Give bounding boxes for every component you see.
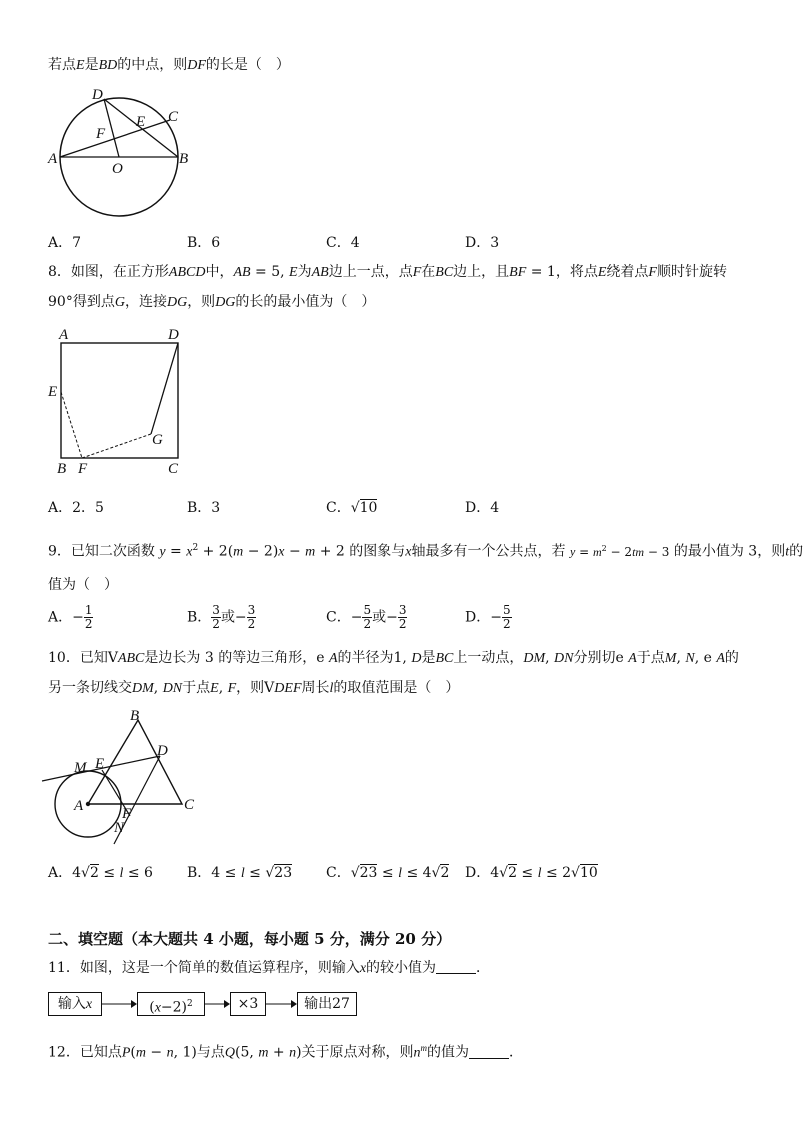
section2-title: 二、填空题（本大题共 4 小题，每小题 5 分，满分 20 分） xyxy=(48,930,452,948)
label-m: M xyxy=(74,760,87,776)
q8-option-a[interactable]: A．2．5 xyxy=(48,500,104,516)
label-f: F xyxy=(122,806,132,822)
q10-option-c[interactable]: C．√23 ≤ l ≤ 4√2 xyxy=(326,865,450,881)
label-e: E xyxy=(95,756,105,772)
flow-square-box: $(x-2)^2$ xyxy=(137,992,205,1016)
label-d: D xyxy=(157,743,168,759)
label-e: E xyxy=(136,114,146,130)
q8-text-line2: 90°得到点G，连接DG，则DG的长的最小值为（ ） xyxy=(48,294,376,310)
label-c: C xyxy=(168,461,179,477)
q7-option-c[interactable]: C．4 xyxy=(326,235,360,251)
flow-input-box: 输入x xyxy=(48,992,102,1016)
label-a: A xyxy=(74,798,84,814)
segment-fg xyxy=(82,434,151,458)
label-o: O xyxy=(112,161,123,177)
q10-option-b[interactable]: B．4 ≤ l ≤ √23 xyxy=(187,865,293,881)
label-b: B xyxy=(57,461,67,477)
flow-output-box: 输出27 xyxy=(297,992,357,1016)
q10-option-a[interactable]: A．4√2 ≤ l ≤ 6 xyxy=(48,865,153,881)
arrow-icon xyxy=(101,996,137,1012)
q9-option-d[interactable]: D．− $\frac{5}{2}$ xyxy=(465,603,511,631)
q7-option-a[interactable]: A．7 xyxy=(48,235,82,251)
q11-text: 11．如图，这是一个简单的数值运算程序，则输入x的较小值为 ． xyxy=(48,960,491,976)
label-b: B xyxy=(179,151,189,167)
q9-text-line1: 9．已知二次函数 $y = x^2 + 2(m - 2)x - m + 2$ 的图象与x轴最多有一个公共点，若 $y = m^2 - 2tm - 3$ 的最小值为 3，则t的 xyxy=(48,543,803,560)
q7-option-d[interactable]: D．3 xyxy=(465,235,500,251)
arrow-icon xyxy=(204,996,230,1012)
label-b: B xyxy=(130,708,140,724)
q7-option-b[interactable]: B．6 xyxy=(187,235,221,251)
q9-text-line2: 值为（ ） xyxy=(48,577,118,593)
q8-text-line1: 8．如图，在正方形ABCD中，AB = 5, E为AB边上一点，点F在BC边上，且BF = 1，将点E绕着点F顺时针旋转 xyxy=(48,264,727,280)
segment-do xyxy=(104,99,119,157)
label-e: E xyxy=(48,384,58,400)
q9-option-b[interactable]: B． $\frac{3}{2}$ 或− $\frac{3}{2}$ xyxy=(187,603,256,631)
label-c: C xyxy=(168,109,179,125)
arrow-icon xyxy=(265,996,297,1012)
label-f: F xyxy=(96,126,106,142)
q10-text-line2: 另一条切线交DM, DN于点E, F，则VDEF周长l的取值范围是（ ） xyxy=(48,680,460,696)
segment-gd xyxy=(151,343,178,434)
label-a: A xyxy=(48,151,58,167)
q8-option-c[interactable]: C．√10 xyxy=(326,500,378,516)
q8-option-b[interactable]: B．3 xyxy=(187,500,221,516)
label-f: F xyxy=(78,461,88,477)
label-n: N xyxy=(114,820,125,836)
label-d: D xyxy=(92,87,103,103)
q8-option-d[interactable]: D．4 xyxy=(465,500,500,516)
q10-triangle-figure xyxy=(42,706,212,852)
flow-multiply-box: ×3 xyxy=(230,992,266,1016)
q7-circle-figure xyxy=(46,85,206,220)
q12-text: 12．已知点P(m − n, 1)与点Q(5, m + n)关于原点对称，则$n^m$的值为 ． xyxy=(48,1043,524,1061)
segment-ef xyxy=(61,392,82,458)
q7-text: 若点E是BD的中点，则DF的长是（ ） xyxy=(48,57,290,73)
label-g: G xyxy=(152,432,163,448)
q9-option-c[interactable]: C．− $\frac{5}{2}$ 或− $\frac{3}{2}$ xyxy=(326,603,407,631)
q8-square-figure xyxy=(44,322,194,477)
q9-option-a[interactable]: A．− $\frac{1}{2}$ xyxy=(48,603,93,631)
label-c: C xyxy=(184,797,195,813)
label-a: A xyxy=(59,327,69,343)
label-d: D xyxy=(168,327,179,343)
q10-text-line1: 10．已知VABC是边长为 3 的等边三角形，e A的半径为1, D是BC上一动点，DM, DN分别切e A于点M, N, e A的 xyxy=(48,650,739,666)
q10-option-d[interactable]: D．4√2 ≤ l ≤ 2√10 xyxy=(465,865,598,881)
